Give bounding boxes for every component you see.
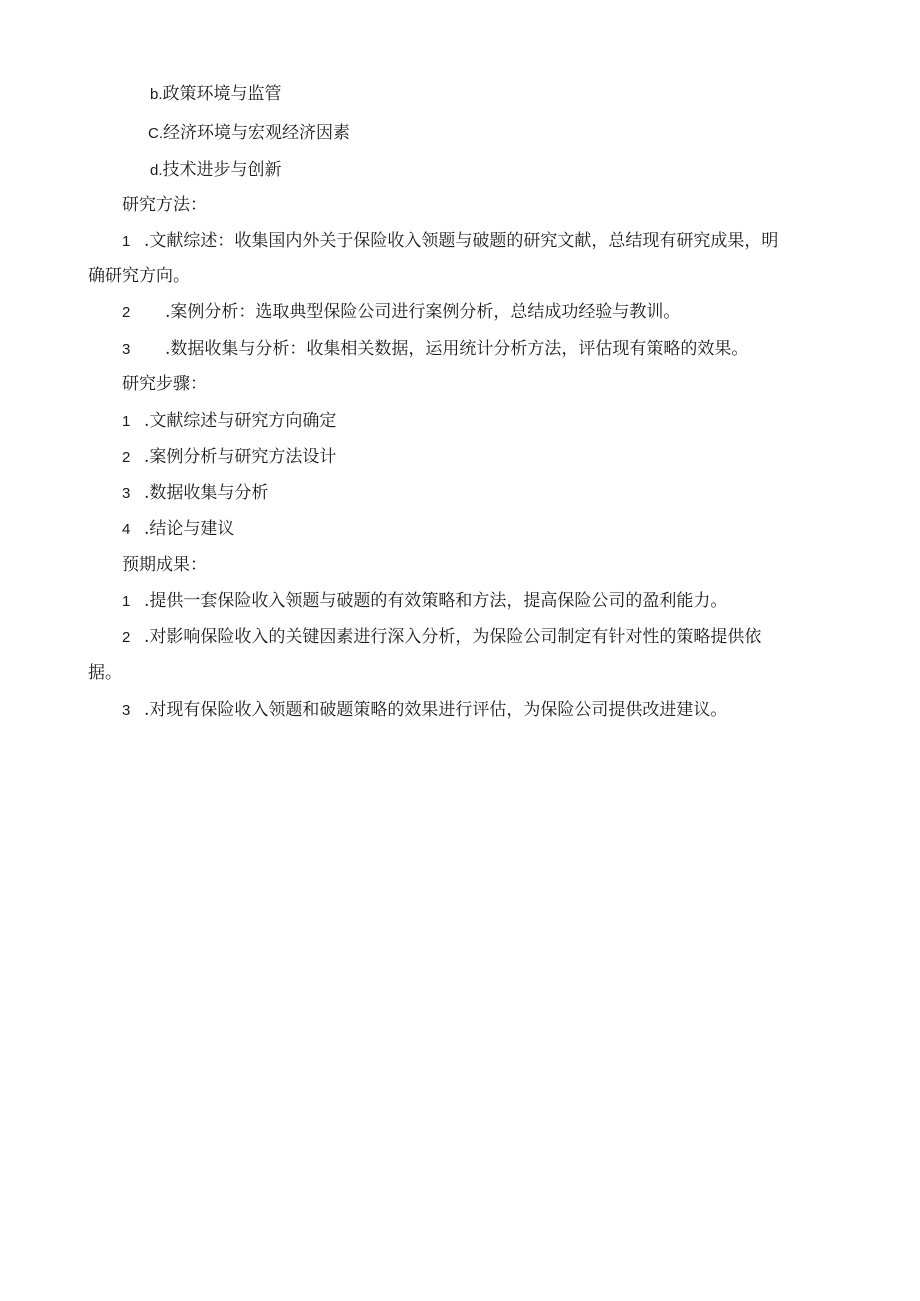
list-number: 2	[122, 629, 131, 646]
outcome-item-2-continuation: 据。	[88, 663, 122, 683]
list-text: .案例分析与研究方法设计	[144, 447, 337, 467]
list-number: 1	[122, 233, 131, 250]
method-item-1-continuation: 确研究方向。	[88, 266, 190, 286]
list-text: .对现有保险收入领题和破题策略的效果进行评估，为保险公司提供改进建议。	[144, 700, 728, 720]
sub-item-c	[148, 125, 350, 142]
list-text: .文献综述与研究方向确定	[144, 411, 337, 431]
list-number: 2	[122, 449, 131, 466]
list-number: 1	[122, 593, 131, 610]
step-item-4	[122, 521, 234, 538]
list-number: 4	[122, 521, 131, 538]
method-item-3	[122, 341, 748, 358]
outcome-item-2	[122, 629, 761, 646]
sub-item-marker: d.	[150, 162, 163, 179]
sub-item-b	[150, 86, 282, 103]
step-item-3	[122, 485, 268, 502]
list-number: 2	[122, 304, 131, 321]
list-number: 1	[122, 413, 131, 430]
step-item-1	[122, 413, 336, 430]
list-text: .提供一套保险收入领题与破题的有效策略和方法，提高保险公司的盈利能力。	[144, 591, 728, 611]
list-text: .文献综述：收集国内外关于保险收入领题与破题的研究文献，总结现有研究成果，明	[144, 231, 779, 251]
method-item-1	[122, 233, 778, 250]
sub-item-marker: b.	[150, 86, 163, 103]
section-heading-methods: 研究方法：	[122, 195, 207, 215]
list-text: .对影响保险收入的关键因素进行深入分析，为保险公司制定有针对性的策略提供依	[144, 627, 762, 647]
sub-item-text: 经济环境与宏观经济因素	[163, 123, 350, 143]
sub-item-text: 政策环境与监管	[162, 84, 282, 104]
sub-item-d	[150, 162, 282, 179]
method-item-2	[122, 304, 680, 321]
outcome-item-1	[122, 593, 727, 610]
list-number: 3	[122, 341, 131, 358]
list-text: .数据收集与分析：收集相关数据，运用统计分析方法，评估现有策略的效果。	[165, 339, 749, 359]
list-number: 3	[122, 702, 131, 719]
sub-item-marker: C.	[148, 125, 163, 142]
sub-item-text: 技术进步与创新	[162, 160, 282, 180]
step-item-2	[122, 449, 336, 466]
list-text: .数据收集与分析	[144, 483, 269, 503]
list-text: .案例分析：选取典型保险公司进行案例分析，总结成功经验与教训。	[165, 302, 681, 322]
section-heading-steps: 研究步骤：	[122, 374, 207, 394]
section-heading-outcomes: 预期成果：	[122, 555, 207, 575]
outcome-item-3	[122, 702, 727, 719]
list-text: .结论与建议	[144, 519, 235, 539]
list-number: 3	[122, 485, 131, 502]
